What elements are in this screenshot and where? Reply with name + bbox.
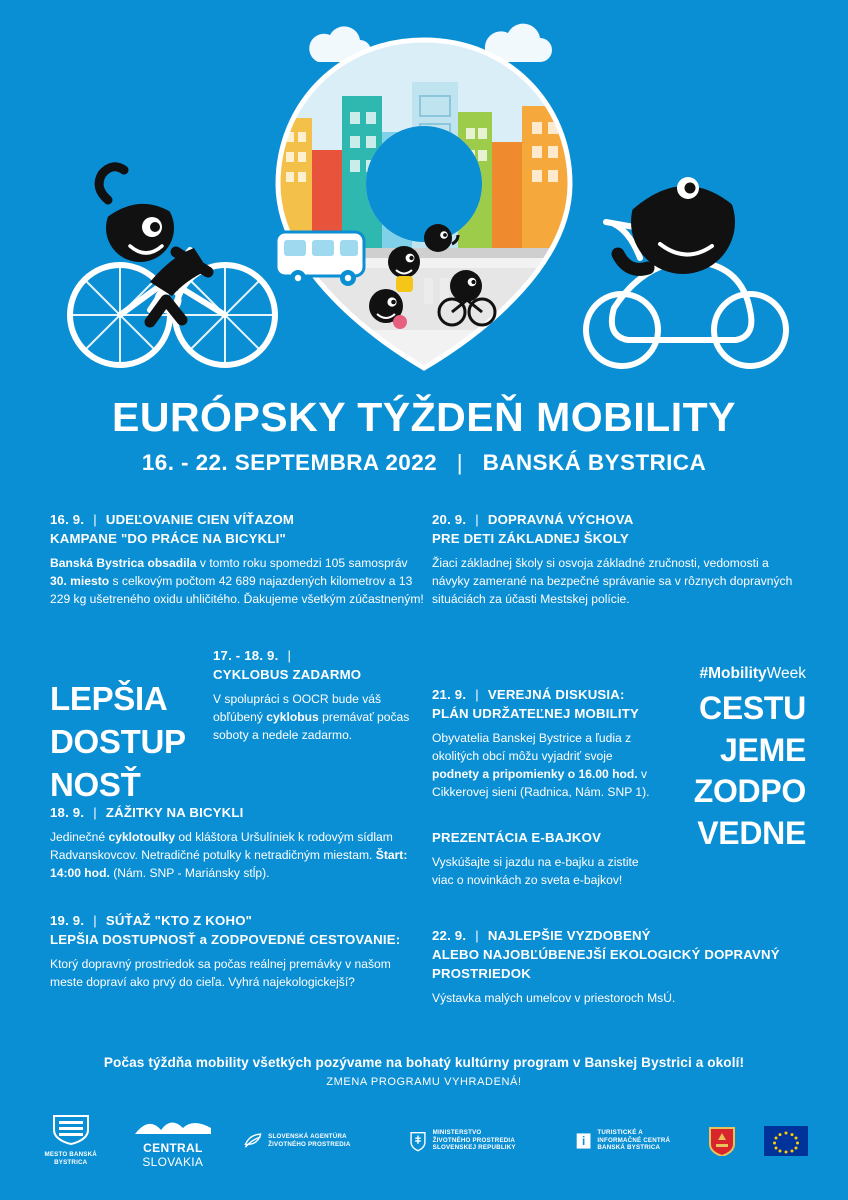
event-bar: | [287,648,292,663]
event-title-line1: UDEĽOVANIE CIEN VÍŤAZOM [105,512,295,528]
event-title-line2: KAMPANE "DO PRÁCE NA BICYKLI" [50,531,286,547]
event-date: 17. - 18. 9. [213,648,279,663]
event-date: 21. 9. [432,687,467,702]
event-bar: | [93,512,97,528]
sazp-icon [244,1128,262,1154]
page-title: EURÓPSKY TÝŽDEŇ MOBILITY [111,394,737,440]
logo-sublabel: ŽIVOTNÉHO PROSTREDIA SLOVENSKEJ REPUBLIKY [432,1136,516,1152]
slogan-line-2: JEME [720,731,806,768]
event-title-line2: LEPŠIA DOSTUPNOSŤ a ZODPOVEDNÉ CESTOVANIE: [50,931,401,947]
event-title-line2: PLÁN UDRŽATEĽNEJ MOBILITY [432,706,639,722]
hashtag-bold: #Mobility [699,665,767,683]
event-title-line1: PREZENTÁCIA E-BAJKOV [432,829,602,845]
subtitle-separator: | [456,450,463,476]
logo-mesto-banska-bystrica [40,1114,101,1167]
event-title-line2: PRE DETI ZÁKLADNEJ ŠKOLY [432,531,630,547]
footer-text [0,1055,848,1088]
event-heading [432,685,660,723]
event-date: 22. 9. [432,927,467,943]
slogan-line-1: LEPŠIA [50,680,168,718]
event-22-9 [432,926,804,1008]
logo-ministerstvo-zp [409,1127,549,1155]
event-date: 19. 9. [50,912,85,928]
svg-text:i: i [582,1134,586,1148]
event-title-line1: NAJLEPŠIE VYZDOBENÝ [487,927,651,943]
content-area [0,510,848,1070]
logo-central-slovakia [129,1112,216,1169]
hashtag-mobility-week [651,665,806,683]
event-date: 20. 9. [432,512,467,528]
footer-invitation: Počas týždňa mobility všetkých pozývame na bohatý kultúrny program v Banskej Bystrici a okolí! [103,1055,745,1070]
event-16-9 [50,510,425,609]
logo-erb-banska-bystrica [708,1126,736,1156]
event-body: Obyvatelia Banskej Bystrice a ľudia z okolitých obcí môžu vyjadriť svoje podnety a pripomienky o 16.00 hod. v Cikkerovej sieni (Radnica, Nám. SNP 1). [432,731,650,799]
title-block [0,396,848,476]
event-body: Výstavka malých umelcov v priestoroch MsÚ. [432,991,676,1006]
event-body: Jedinečné cyklotoulky od kláštora Uršulíniek k rodovým sídlam Radvanskovcov. Netradičné potulky k netradičným miestam. Štart: 14:00 hod. (Nám. SNP - Mariánsky stĺp). [50,830,408,880]
event-19-9 [50,911,425,992]
event-title-line1: DOPRAVNÁ VÝCHOVA [487,512,634,528]
slogan-lepsia-dostupnost [50,678,220,807]
event-heading [432,828,660,847]
left-column [50,510,425,1006]
coat-of-arms-icon [409,1127,427,1155]
event-18-9 [50,803,425,883]
hero-illustration [0,0,848,390]
slogan-line-3: NOSŤ [50,765,141,803]
event-title-line1: CYKLOBUS ZADARMO [213,667,362,683]
subtitle [0,450,848,476]
event-body: Žiaci základnej školy si osvoja základné zručnosti, vedomosti a návyky zamerané na bezpečné správanie sa v rôznych dopravných situáciách za účasti Mestskej polície. [432,556,793,607]
event-20-9 [432,510,804,609]
event-date: 16. 9. [50,512,85,528]
eu-flag-icon [764,1126,808,1156]
event-bar: | [475,512,479,528]
event-bar: | [475,687,479,702]
cyclist-left-illustration [70,167,275,365]
event-body: Ktorý dopravný prostriedok sa počas reálnej premávky v našom meste dopraví ako prvý do cieľa. Vyhrá najekologickejší? [50,957,391,989]
event-bar: | [475,927,479,943]
hashtag-light: Week [766,665,806,683]
slogan-line-1: CESTU [699,690,806,727]
slogan-cestujeme-zodpovedne [651,665,806,854]
logo-label: TURISTICKÉ A INFORMAČNÉ CENTRÁ [597,1128,671,1144]
slogan-line-2: DOSTUP [50,722,186,760]
scooter-rider-illustration [586,152,786,366]
logo-label: MESTO BANSKÁ BYSTRICA [44,1151,97,1166]
event-title-line1: ZÁŽITKY NA BICYKLI [105,804,244,820]
logo-european-union [764,1126,808,1156]
event-body: Vyskúšajte si jazdu na e-bajku a zistite viac o novinkách zo sveta e-bajkov! [432,854,639,887]
heraldic-shield-icon [708,1126,736,1156]
logo-tic-banska-bystrica [576,1129,680,1153]
slogan-line-3: ZODPO [693,773,806,810]
right-column [432,510,804,1022]
event-title-line1: VEREJNÁ DISKUSIA: [487,687,625,702]
poster-city: BANSKÁ BYSTRICA [482,450,707,476]
event-21-9 [432,685,660,802]
event-heading [50,911,425,949]
event-date: 18. 9. [50,804,85,820]
event-bar: | [93,804,97,820]
poster-date: 16. - 22. SEPTEMBRA 2022 [141,450,438,476]
logo-label: SLOVENSKÁ AGENTÚRA ŽIVOTNÉHO PROSTREDIA [268,1132,351,1148]
logo-slovakia: SLOVAKIA [142,1155,204,1169]
event-title-line1: SÚŤAŽ "KTO Z KOHO" [105,912,253,928]
event-heading [432,926,804,983]
event-17-18-9 [213,641,425,745]
logo-label [129,1141,216,1169]
event-heading [50,510,425,548]
event-bar: | [93,912,97,928]
slogan-line-4: VEDNE [697,814,806,851]
event-heading [432,510,804,548]
event-prezentacia-e-bajkov [432,828,660,890]
pin-hole [366,126,482,242]
event-body: V spolupráci s OOCR bude váš obľúbený cyklobus premávať počas soboty a nedele zadarmo. [213,692,410,743]
event-title-line2: ALEBO NAJOBĽÚBENEJŠÍ EKOLOGICKÝ DOPRAVNÝ PROSTRIEDOK [432,946,780,982]
shield-icon [48,1114,94,1146]
event-heading [213,646,425,684]
logo-sublabel: BANSKÁ BYSTRICA [597,1144,661,1152]
logo-central: CENTRAL [143,1141,203,1155]
mountain-icon [131,1112,215,1136]
info-icon [576,1129,591,1153]
logo-strip [0,1112,848,1169]
event-body: Banská Bystrica obsadila v tomto roku spomedzi 105 samospráv 30. miesto s celkovým počtom 42 689 najazdených kilometrov a 13 229 kg ušetreného oxidu uhličitého. Ďakujeme všetkým zúčastneným! [50,556,424,607]
logo-label: MINISTERSTVO [432,1128,482,1136]
logo-sazp [244,1128,381,1154]
footer-disclaimer: ZMENA PROGRAMU VYHRADENÁ! [326,1076,522,1088]
